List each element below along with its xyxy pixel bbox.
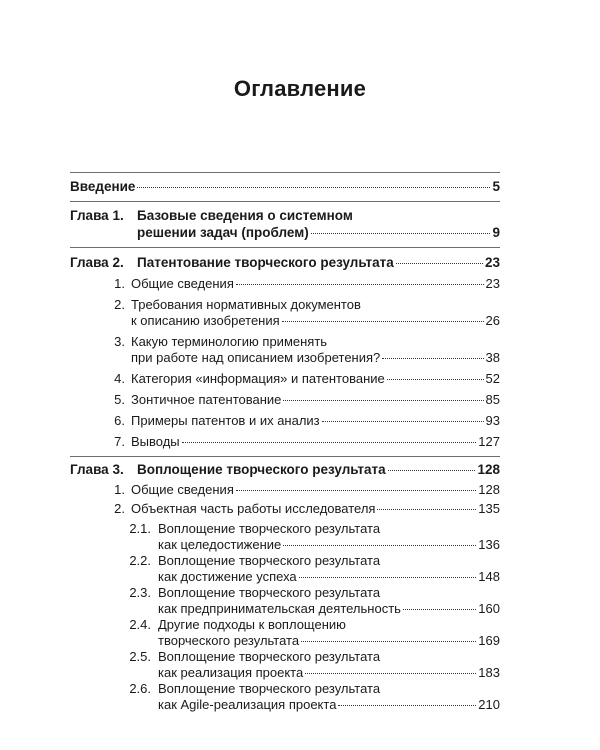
- leader-dots: [301, 641, 476, 642]
- toc-entry[interactable]: [131, 276, 500, 292]
- toc-entry-page: 9: [492, 225, 500, 240]
- toc-entry[interactable]: [131, 371, 500, 387]
- leader-dots: [311, 233, 491, 234]
- toc-entry-label: Воплощение творческого результата: [158, 649, 381, 664]
- leader-dots: [387, 379, 484, 380]
- leader-dots: [305, 673, 476, 674]
- toc-entry-page: 136: [478, 537, 500, 552]
- leader-dots: [388, 470, 476, 471]
- toc-entry-page: 26: [485, 313, 500, 328]
- toc-entry-label: как достижение успеха: [158, 569, 297, 584]
- leader-dots: [299, 577, 477, 578]
- toc-entry[interactable]: [158, 569, 500, 585]
- leader-dots: [236, 490, 476, 491]
- chapter-number: Глава 3.: [70, 462, 124, 477]
- toc-entry-label: к описанию изобретения: [131, 313, 280, 328]
- toc-entry[interactable]: [158, 665, 500, 681]
- toc-entry[interactable]: [158, 697, 500, 713]
- toc-entry[interactable]: [131, 350, 500, 366]
- toc-entry-label: как предпринимательская деятельность: [158, 601, 401, 616]
- divider: [70, 247, 500, 248]
- toc-entry[interactable]: [131, 434, 500, 450]
- chapter-title-line: решении задач (проблем): [137, 225, 309, 240]
- subitem-number: 2.5.: [129, 649, 151, 664]
- toc-entry-label: Зонтичное патентование: [131, 392, 282, 407]
- chapter-number: Глава 1.: [70, 208, 124, 223]
- chapter-title: Патентование творческого результата: [137, 255, 394, 270]
- divider: [70, 201, 500, 202]
- divider: [70, 172, 500, 173]
- toc-entry-label: Объектная часть работы исследователя: [131, 501, 376, 516]
- page-title: Оглавление: [233, 76, 367, 101]
- toc-entry[interactable]: [131, 413, 500, 429]
- toc-entry-label: как Agile-реализация проекта: [158, 697, 337, 712]
- toc-entry-label: Воплощение творческого результата: [158, 585, 381, 600]
- toc-entry-label: как целедостижение: [158, 537, 282, 552]
- toc-entry-label: Введение: [70, 179, 136, 194]
- chapter-title-line: Базовые сведения о системном: [137, 208, 353, 223]
- toc-entry-label: Выводы: [131, 434, 180, 449]
- toc-entry-label: Требования нормативных документов: [131, 297, 361, 312]
- toc-entry-label: Категория «информация» и патентование: [131, 371, 385, 386]
- item-number: 2.: [114, 297, 125, 312]
- toc-entry-label: как реализация проекта: [158, 665, 304, 680]
- toc-entry-page: 93: [485, 413, 500, 428]
- item-number: 1.: [114, 276, 125, 291]
- item-number: 1.: [114, 482, 125, 497]
- toc-entry-label: Какую терминологию применять: [131, 334, 328, 349]
- toc-entry-label: при работе над описанием изобретения?: [131, 350, 381, 365]
- leader-dots: [283, 400, 483, 401]
- toc-entry-label: Общие сведения: [131, 276, 234, 291]
- toc-entry-chapter-3[interactable]: [137, 462, 500, 478]
- toc-entry-label: Другие подходы к воплощению: [158, 617, 346, 632]
- toc-entry-label: Воплощение творческого результата: [158, 681, 381, 696]
- item-number: 4.: [114, 371, 125, 386]
- subitem-number: 2.1.: [129, 521, 151, 536]
- toc-entry-intro[interactable]: [70, 179, 500, 195]
- toc-entry-page: 128: [477, 462, 500, 477]
- toc-entry-label: Воплощение творческого результата: [158, 521, 381, 536]
- toc-entry[interactable]: [131, 392, 500, 408]
- leader-dots: [236, 284, 484, 285]
- toc-entry-label: Примеры патентов и их анализ: [131, 413, 320, 428]
- toc-entry-page: 52: [485, 371, 500, 386]
- leader-dots: [283, 545, 476, 546]
- subitem-number: 2.2.: [129, 553, 151, 568]
- toc-entry-page: 23: [485, 276, 500, 291]
- toc-entry-page: 183: [478, 665, 500, 680]
- leader-dots: [182, 442, 477, 443]
- toc-entry-page: 127: [478, 434, 500, 449]
- divider: [70, 456, 500, 457]
- toc-entry[interactable]: [158, 601, 500, 617]
- toc-entry-label: творческого результата: [158, 633, 300, 648]
- toc-entry-page: 148: [478, 569, 500, 584]
- chapter-number: Глава 2.: [70, 255, 124, 270]
- toc-entry-page: 169: [478, 633, 500, 648]
- toc-entry-page: 85: [485, 392, 500, 407]
- toc-entry-page: 23: [484, 255, 500, 270]
- item-number: 7.: [114, 434, 125, 449]
- leader-dots: [377, 509, 476, 510]
- subitem-number: 2.6.: [129, 681, 151, 696]
- toc-entry-chapter-2[interactable]: [137, 255, 500, 271]
- toc-entry-page: 160: [478, 601, 500, 616]
- chapter-title: Воплощение творческого результата: [137, 462, 386, 477]
- toc-entry[interactable]: [131, 501, 500, 517]
- subitem-number: 2.3.: [129, 585, 151, 600]
- toc-entry[interactable]: [131, 482, 500, 498]
- item-number: 2.: [114, 501, 125, 516]
- leader-dots: [322, 421, 484, 422]
- toc-entry-page: 210: [478, 697, 500, 712]
- toc-entry-page: 135: [478, 501, 500, 516]
- toc-entry-label: Воплощение творческого результата: [158, 553, 381, 568]
- toc-entry[interactable]: [158, 537, 500, 553]
- item-number: 6.: [114, 413, 125, 428]
- toc-entry[interactable]: [131, 313, 500, 329]
- leader-dots: [382, 358, 483, 359]
- toc-entry-page: 5: [492, 179, 500, 194]
- item-number: 3.: [114, 334, 125, 349]
- toc-entry-page: 38: [485, 350, 500, 365]
- leader-dots: [338, 705, 476, 706]
- leader-dots: [403, 609, 476, 610]
- toc-entry-label: Общие сведения: [131, 482, 234, 497]
- item-number: 5.: [114, 392, 125, 407]
- toc-entry[interactable]: [158, 633, 500, 649]
- subitem-number: 2.4.: [129, 617, 151, 632]
- toc-entry-page: 128: [478, 482, 500, 497]
- leader-dots: [282, 321, 484, 322]
- leader-dots: [396, 263, 483, 264]
- leader-dots: [137, 187, 490, 188]
- toc-entry-chapter-1[interactable]: [137, 225, 500, 241]
